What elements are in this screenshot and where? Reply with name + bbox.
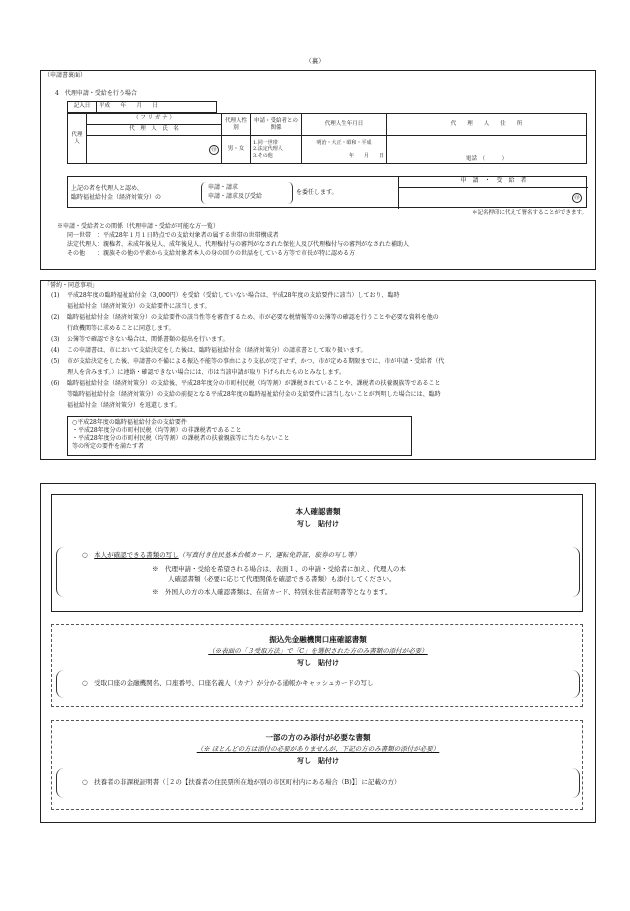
birth-header: 代理人生年月日 bbox=[302, 114, 387, 136]
applicant-field[interactable] bbox=[399, 188, 588, 208]
id-docs-note-1b: 人確認書類（必要に応じて代理関係を確認できる書類）も添付してください。 bbox=[168, 575, 396, 583]
consent-item-text: 臨時福祉給付金（経済対策分）の支給後、平成28年度分の市町村民税（均等割）が課税されていることや、課税者の扶養親族等であること bbox=[67, 380, 441, 387]
req-line: ○平成28年度の臨時福祉給付金の支給要件 bbox=[72, 419, 187, 426]
bank-docs-box bbox=[51, 624, 583, 707]
consent-item bbox=[51, 303, 591, 314]
agent-name-field[interactable] bbox=[87, 136, 222, 164]
relation-line-2: 法定代理人：親権者、未成年後見人、成年後見人、代理権付与の審判がなされた保佐人及び代理権付与の審判がなされた補助人 bbox=[67, 241, 410, 248]
consent-item bbox=[51, 325, 591, 336]
delegation-row bbox=[67, 176, 587, 208]
id-docs-title: 本人確認書類 bbox=[295, 507, 341, 516]
relation-header: 申請・受給者との関係 bbox=[251, 114, 302, 136]
consent-title: 「誓約・同意事項」 bbox=[44, 282, 99, 289]
consent-item bbox=[51, 336, 591, 347]
agent-sex-field[interactable]: 男・女 bbox=[222, 136, 251, 164]
consent-item-text: 福祉給付金（経済対策分）を返還します。 bbox=[67, 402, 181, 409]
id-docs-box bbox=[51, 494, 583, 612]
applicant-header: 申 請 ・ 受 給 者 bbox=[399, 177, 588, 188]
consent-item-text: この申請書は、市において支給決定をした後は、臨時福祉給付金（経済対策分）の請求書として取り扱います。 bbox=[67, 347, 367, 354]
address-header: 代 理 人 住 所 bbox=[387, 114, 587, 136]
partial-docs-cond: （※ ほとんどの方は添付の必要がありませんが、下記の方のみ書類の添付が必要） bbox=[196, 745, 440, 753]
delegate-option-1[interactable]: 申請・請求 bbox=[208, 184, 239, 191]
partial-docs-box bbox=[51, 720, 583, 810]
sex-header: 代理人性別 bbox=[222, 114, 251, 136]
consent-item bbox=[51, 402, 591, 413]
relation-line-1: 同一世帯 ：平成28年１月１日時点での支給対象者の属する世帯の世帯構成者 bbox=[67, 232, 279, 239]
delegate-option-2[interactable]: 申請・請求及び受給 bbox=[208, 193, 263, 200]
consent-item-text: 理人を含みます。）に連絡・確認できない場合には、市は当該申請が取り下げられたものとみなします。 bbox=[67, 369, 346, 376]
item-title: 4 代理申請・受給を行う場合 bbox=[55, 90, 137, 97]
consent-item-text: 行政機関等に求めることに同意します。 bbox=[67, 325, 175, 332]
applicant-seal-mark: ㊞ bbox=[572, 193, 582, 203]
relation-line-3: その他 ：親族その他の平素から支給対象者本人の身の回りの世話をしている方等で市長が特に認める方 bbox=[67, 250, 356, 257]
consent-item bbox=[51, 391, 591, 402]
partial-docs-title: 一部の方のみ添付が必要な書類 bbox=[265, 733, 371, 742]
agent-address-field[interactable] bbox=[387, 136, 587, 164]
consent-item-text: 公簿等で確認できない場合は、関係書類の提出を行います。 bbox=[67, 336, 229, 343]
delegate-text-1: 上記の者を代理人と認め、 bbox=[71, 185, 143, 192]
req-line: ・平成28年度分の市町村民税（均等割）の非課税者であること bbox=[72, 427, 242, 435]
delegate-end-text: を委任します。 bbox=[296, 189, 338, 196]
consent-item-number: (2) bbox=[51, 314, 60, 321]
seal-mark: ㊞ bbox=[209, 145, 219, 155]
consent-section bbox=[40, 280, 596, 460]
consent-item bbox=[51, 347, 591, 358]
id-docs-line: ○ 本人が確認できる書類の写し（写真付き住民基本台帳カード、運転免許証、旅券の写し等） bbox=[82, 551, 361, 559]
consent-list bbox=[51, 292, 591, 413]
agent-side-label: 代理人 bbox=[68, 114, 87, 164]
consent-item-number: (3) bbox=[51, 336, 60, 343]
id-docs-note-1: ※ 代理申請・受給を希望される場合は、表面１、の申請・受給者に加え、代理人の本 bbox=[152, 565, 406, 573]
agent-name-header: 代 理 人 氏 名 bbox=[87, 125, 222, 136]
bank-docs-cond: （※表面の「３受取方法」で「C」を選択された方のみ書類の添付が必要） bbox=[208, 647, 428, 655]
entry-date-field[interactable]: 平成 年 月 日 bbox=[97, 102, 217, 113]
furigana-header: （ フ リ ガ ナ ） bbox=[87, 114, 222, 125]
entry-date-label: 記入日 bbox=[68, 102, 97, 113]
id-docs-note-2: ※ 外国人の方の本人確認書類は、在留カード、特別永住者証明書等となります。 bbox=[152, 588, 392, 596]
bank-docs-sub: 写し 貼付け bbox=[297, 658, 339, 667]
consent-item-text: 福祉給付金（経済対策分）の支給要件に該当します。 bbox=[67, 303, 211, 310]
consent-item-text: 臨時福祉給付金（経済対策分）の支給要件の該当性等を審査するため、市が必要な税情報等の公簿等の確認を行うことや必要な資料を他の bbox=[67, 314, 439, 321]
application-section bbox=[40, 70, 596, 270]
consent-item-text: 等臨時福祉給付金（経済対策分）の支給の前提となる平成28年度の臨時福祉給付金の支給要件に該当しないことが判明した場合には、臨時 bbox=[67, 391, 441, 398]
relation-list-title: ※申請・受給者との関係（代理申請・受給が可能な方一覧） bbox=[57, 223, 220, 230]
consent-item bbox=[51, 292, 591, 303]
id-docs-sub: 写し 貼付け bbox=[297, 519, 339, 528]
bank-docs-title: 振込先金融機関口座確認書類 bbox=[269, 635, 367, 644]
agent-table bbox=[67, 113, 587, 164]
req-line: 等の所定の要件を満たす者 bbox=[72, 443, 145, 451]
page-side-label: （裏） bbox=[305, 57, 325, 65]
section-label: （申請書裏面） bbox=[44, 72, 87, 79]
consent-item-text: 市が支給決定をした後、申請書の不備による振込不能等の事由により支払が完了せず、かつ、市が定める期限までに、市が申請・受給者（代 bbox=[67, 358, 445, 365]
requirements-box bbox=[67, 416, 412, 456]
relation-options[interactable]: 1.同一世帯 2.法定代理人 3.その他 bbox=[251, 136, 302, 164]
consent-item-number: (5) bbox=[51, 358, 60, 365]
tel-label: 電話 （ ） bbox=[465, 155, 508, 162]
consent-item bbox=[51, 380, 591, 391]
partial-docs-sub: 写し 貼付け bbox=[297, 756, 339, 765]
entry-date-table bbox=[67, 101, 217, 113]
delegate-text-2: 臨時福祉給付金（経済対策分）の bbox=[71, 194, 162, 201]
agent-birth-field[interactable]: 明治・大正・昭和・平成 年 月 日 bbox=[302, 136, 387, 164]
consent-item bbox=[51, 358, 591, 369]
attachments-section bbox=[40, 483, 596, 823]
partial-docs-line: ○ 扶養者の非課税証明書（［２の【扶養者の住民票所在地が別の市区町村内にある場合（B)】］に記載の方） bbox=[82, 778, 401, 786]
consent-item bbox=[51, 369, 591, 380]
bank-docs-line: ○ 受取口座の金融機関名、口座番号、口座名義人（カナ）が分かる通帳かキャッシュカードの写し bbox=[82, 679, 374, 687]
seal-note: ＊記名押印に代えて署名することができます。 bbox=[471, 210, 587, 216]
consent-item-number: (4) bbox=[51, 347, 60, 354]
consent-item bbox=[51, 314, 591, 325]
consent-item-text: 平成28年度の臨時福祉給付金（3,000円）を受給（受給していない場合は、平成28年度の支給要件に該当）しており、臨時 bbox=[67, 292, 400, 299]
consent-item-number: (6) bbox=[51, 380, 60, 387]
consent-item-number: (1) bbox=[51, 292, 60, 299]
req-line: ・平成28年度分の市町村民税（均等割）の課税者の扶養親族等に当たらないこと bbox=[72, 435, 290, 443]
